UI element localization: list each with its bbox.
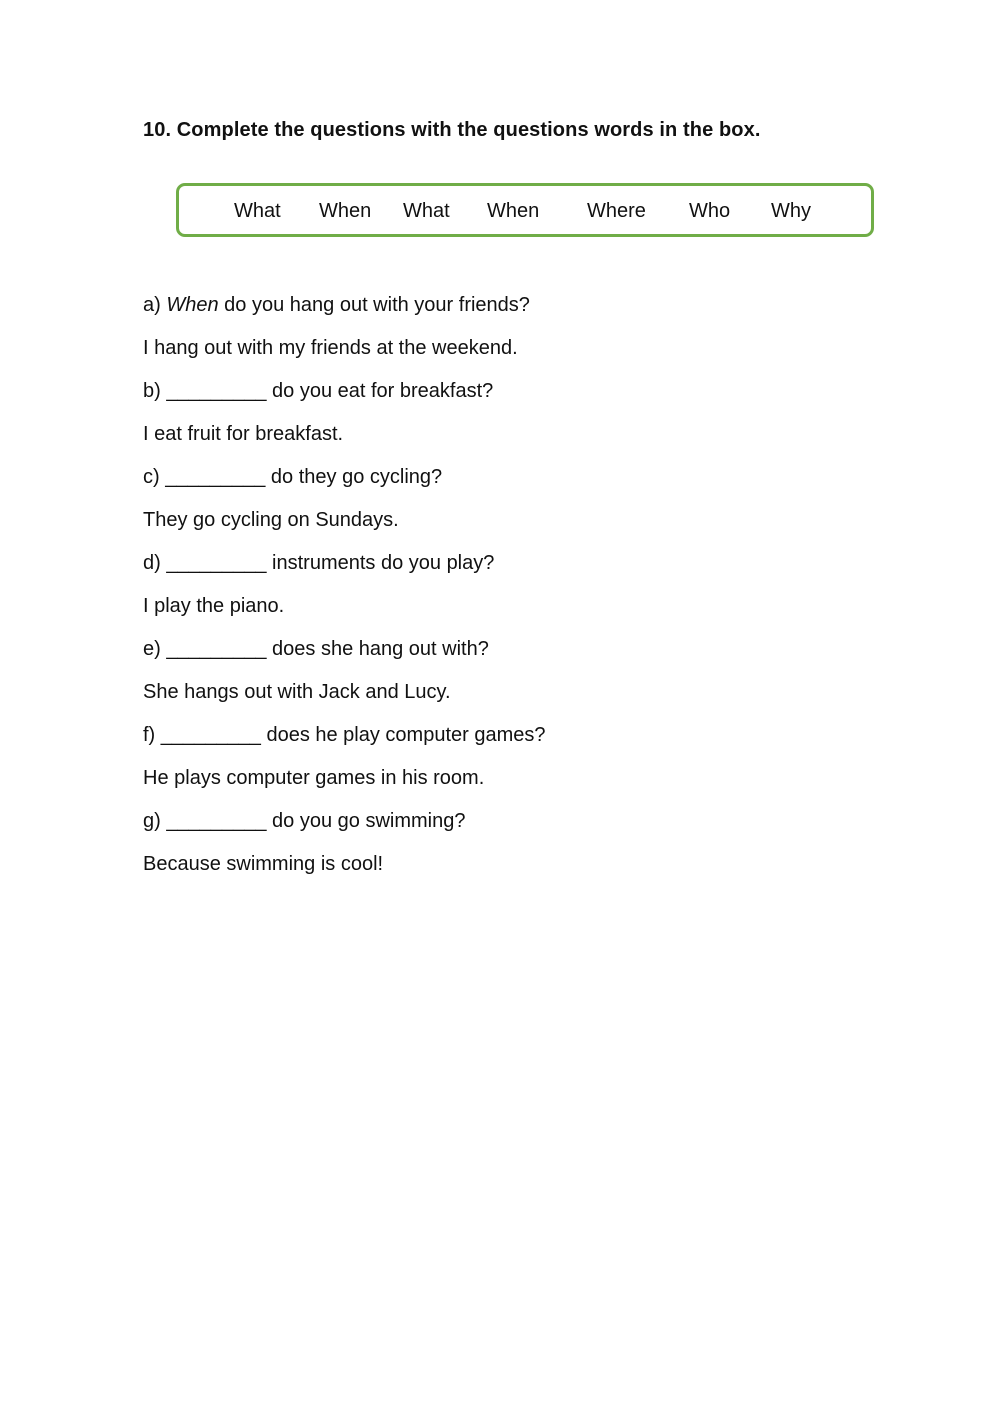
word-when-2: When (487, 200, 540, 222)
answer-e: She hangs out with Jack and Lucy. (143, 681, 451, 703)
answer-blank[interactable]: _________ (166, 638, 267, 660)
answer-c: They go cycling on Sundays. (143, 509, 399, 531)
question-letter: g) (143, 810, 161, 832)
answer-blank[interactable]: _________ (160, 724, 261, 746)
question-text: does she hang out with? (272, 638, 489, 660)
answer-blank[interactable]: _________ (165, 466, 266, 488)
question-text: do you eat for breakfast? (272, 380, 494, 402)
answer-f: He plays computer games in his room. (143, 767, 485, 789)
word-when-1: When (319, 200, 372, 222)
question-text: do they go cycling? (270, 466, 443, 488)
word-who: Who (689, 200, 731, 222)
question-word-box (176, 183, 874, 237)
answer-a: I hang out with my friends at the weekend. (143, 337, 518, 359)
question-f (143, 724, 546, 747)
question-letter: a) (143, 294, 161, 316)
question-c (143, 466, 442, 489)
word-what-2: What (403, 200, 450, 222)
question-letter: b) (143, 380, 161, 402)
question-letter: e) (143, 638, 161, 660)
answer-b: I eat fruit for breakfast. (143, 423, 344, 445)
answer-g: Because swimming is cool! (143, 853, 384, 875)
question-letter: f) (143, 724, 156, 746)
question-text: do you go swimming? (272, 810, 466, 832)
exercise-title: 10. Complete the questions with the questions words in the box. (143, 119, 761, 141)
answer-blank[interactable]: _________ (166, 552, 267, 574)
example-answer: When (166, 294, 219, 316)
question-d (143, 552, 494, 575)
answer-blank[interactable]: _________ (166, 810, 267, 832)
word-what-1: What (234, 200, 281, 222)
question-a (143, 294, 530, 317)
question-text: do you hang out with your friends? (224, 294, 530, 316)
question-g (143, 810, 465, 833)
word-why: Why (771, 200, 811, 222)
answer-d: I play the piano. (143, 595, 285, 617)
question-b (143, 380, 493, 403)
question-e (143, 638, 489, 661)
answer-blank[interactable]: _________ (166, 380, 267, 402)
question-letter: d) (143, 552, 161, 574)
question-text: instruments do you play? (272, 552, 495, 574)
word-where: Where (587, 200, 646, 222)
question-text: does he play computer games? (266, 724, 546, 746)
question-letter: c) (143, 466, 160, 488)
